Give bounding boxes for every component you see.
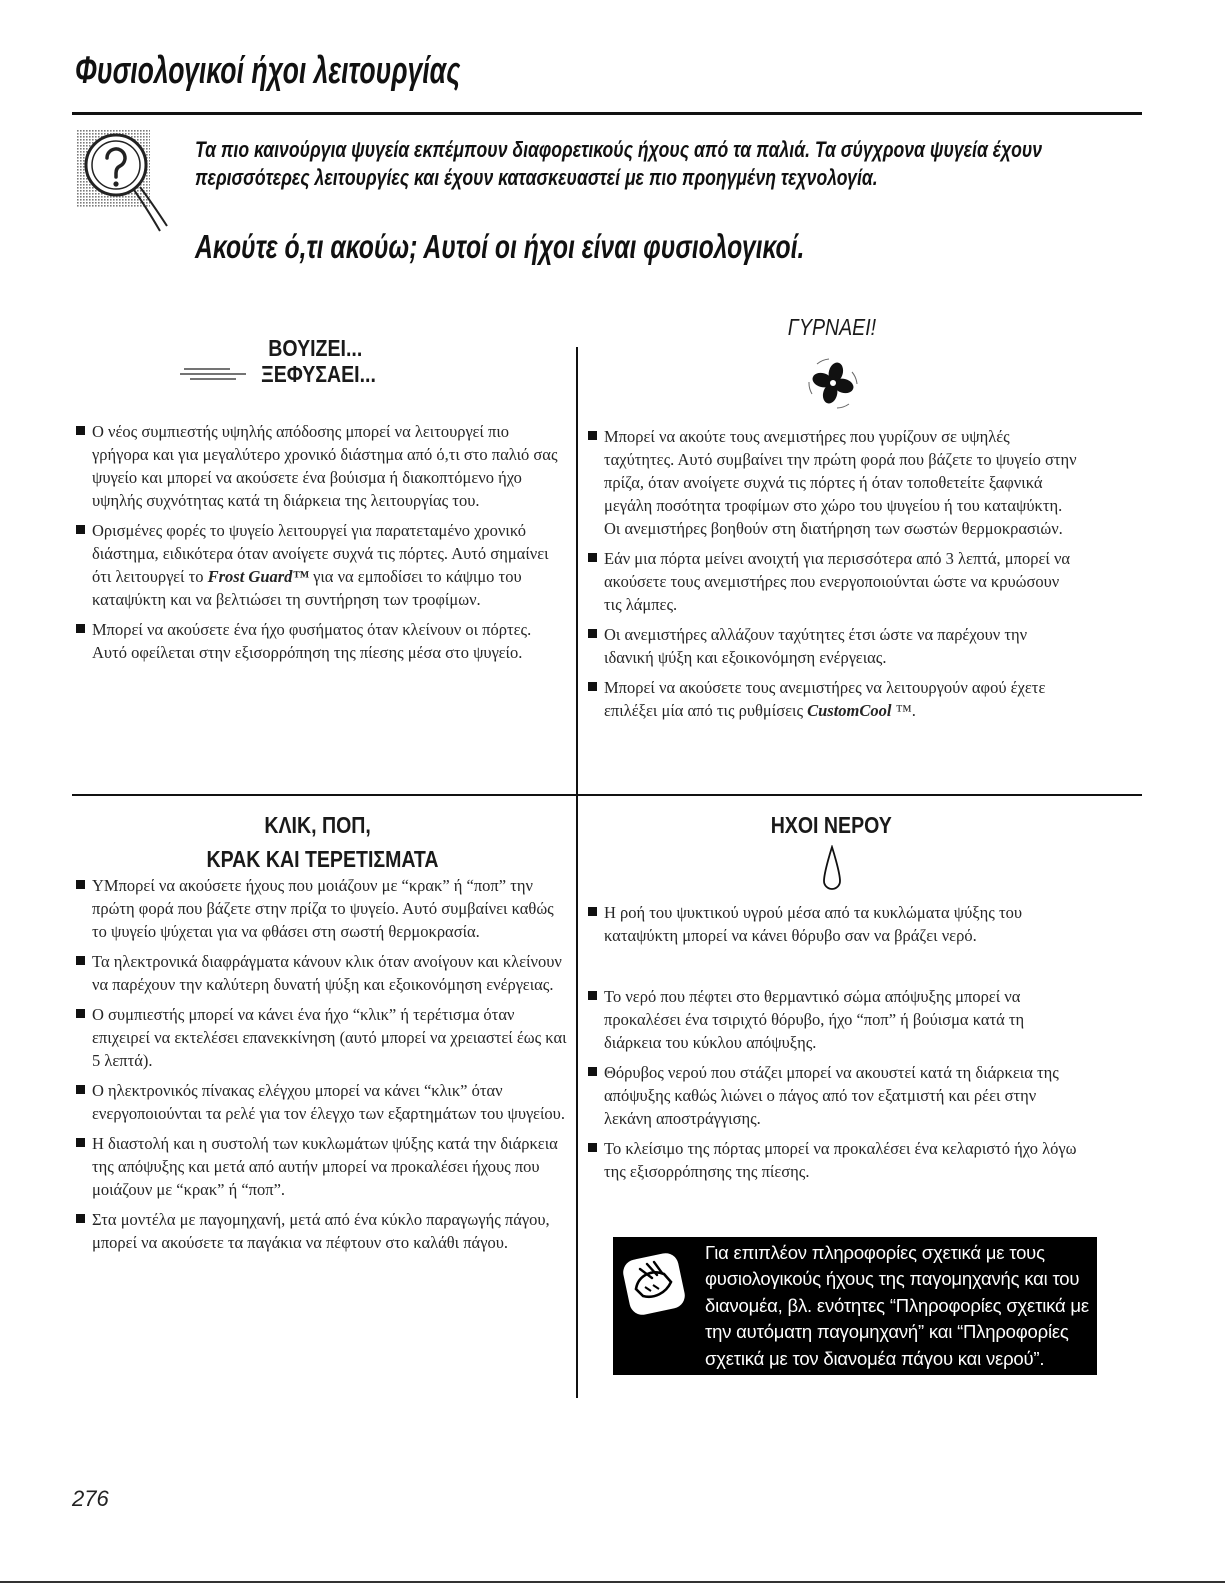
whirring-heading-text: ΓΥΡΝΑΕΙ! [787,314,877,340]
info-note-text: Για επιπλέον πληροφορίες σχετικά με τους φυσιολογικούς ήχους της παγομηχανής και του διανομέα, βλ. ενότητες “Πληροφορίες σχετικά με την αυτόματη παγομηχανή” και “Πληροφορίες σχετικά με τον διανομέα πάγου και νερού”. [705,1242,1089,1369]
bullet-item [75,519,567,611]
subtitle: Ακούτε ό,τι ακούω; Αυτοί οι ήχοι είναι φυσιολογικοί. [195,228,805,265]
water-bullet-list [587,901,1077,1190]
question-mark-dot [113,181,118,186]
bullet-item: Στα μοντέλα με παγομηχανή, μετά από ένα κύκλο παραγωγής πάγου, μπορεί να ακούσετε τα παγάκια να πέφτουν στο καλάθι πάγου. [75,1208,567,1254]
bullet-item: Ο νέος συμπιεστής υψηλής απόδοσης μπορεί να λειτουργεί πιο γρήγορα και για μεγαλύτερο χρονικό διάστημα από ό,τι στο παλιό σας ψυγείο και μπορεί να ακούσετε ένα βούισμα ή διακοπτόμενο ήχο υψηλής συχνότητας κατά τη διάρκεια της λειτουργίας του. [75,420,567,512]
bullet-item: Το κλείσιμο της πόρτας μπορεί να προκαλέσει ένα κελαριστό ήχο λόγω της εξισορρόπησης της πίεσης. [587,1137,1077,1183]
icon-tile [621,1251,687,1317]
hissing-heading-text: ΞΕΦΥΣΑΕΙ... [261,361,377,387]
crack-heading-text: ΚΡΑΚ ΚΑΙ ΤΕΡΕΤΙΣΜΑΤΑ [205,846,439,872]
bullet-text: Ορισμένες φορές το ψυγείο λειτουργεί για παρατεταμένο χρονικό διάστημα, ειδικότερα όταν ανοίγετε συχνά τις πόρτες. Αυτό σημαίνει ότι λειτουργεί το [92,521,549,586]
bullet-item: Θόρυβος νερού που στάζει μπορεί να ακουστεί κατά τη διάρκεια της απόψυξης καθώς λιώνει ο πάγος από τον εξατμιστή και ρέει στην λεκάνη αποστράγγισης. [587,1061,1077,1130]
title-underline [72,112,1142,115]
bullet-item: Ο συμπιεστής μπορεί να κάνει ένα ήχο “κλικ” ή τερέτισμα όταν επιχειρεί να εκτελέσει επανεκκίνηση (αυτό μπορεί να χρειαστεί έως και 5 λεπτά). [75,1003,567,1072]
water-heading-text: ΗΧΟΙ ΝΕΡΟΥ [770,812,892,838]
fan-icon-graphic [803,353,863,413]
question-mark-icon [74,127,170,235]
fan-hub [830,380,836,386]
whirring-bullet-list [587,425,1077,729]
bullet-item: Μπορεί να ακούσετε ένα ήχο φυσήματος όταν κλείνουν οι πόρτες. Αυτό οφείλεται στην εξισορρόπηση της πίεσης μέσα στο ψυγείο. [75,618,567,664]
row-divider [72,794,1142,796]
brand-name: CustomCool [807,701,892,720]
hissing-heading [190,360,448,388]
page-title: Φυσιολογικοί ήχοι λειτουργίας [75,50,461,92]
water-drop-icon [821,845,843,893]
ice-scoop-icon [617,1247,691,1326]
bullet-item: Η ροή του ψυκτικού υγρού μέσα από τα κυκλώματα ψύξης του καταψύκτη μπορεί να κάνει θόρυβο σαν να βράζει νερό. [587,901,1077,947]
bullet-text-after: ™. [891,701,916,720]
bullet-text: Μπορεί να ακούσετε τους ανεμιστήρες να λειτουργούν αφού έχετε επιλέξει μία από τις ρυθμίσεις [604,678,1046,720]
buzzing-bullet-list [75,420,567,671]
crack-heading [72,845,572,873]
water-drop-icon-graphic [821,845,843,893]
bullet-item: Ο ηλεκτρονικός πίνακας ελέγχου μπορεί να κάνει “κλικ” όταν ενεργοποιούνται τα ρελέ για τον έλεγχο των εξαρτημάτων του ψυγείου. [75,1079,567,1125]
fan-icon [803,353,863,413]
water-heading [580,811,1082,839]
column-divider [576,347,578,1398]
page-number: 276 [72,1486,109,1511]
buzzing-heading-text: ΒΟΥΙΖΕΙ... [268,335,362,361]
intro-text: Τα πιο καινούργια ψυγεία εκπέμπουν διαφορετικούς ήχους από τα παλιά. Τα σύγχρονα ψυγεία έχουν περισσότερες λειτουργίες και έχουν κατασκευαστεί με πιο προηγμένη τεχνολογία. [195,137,1043,190]
whirring-heading [580,313,1084,341]
clicks-heading [72,811,564,839]
bullet-item: ΥΜπορεί να ακούσετε ήχους που μοιάζουν με “κρακ” ή “ποπ” την πρώτη φορά που βάζετε στην πρίζα το ψυγείο. Αυτό συμβαίνει καθώς το ψυγείο ψύχεται για να φθάσει στη σωστή θερμοκρασία. [75,874,567,943]
buzzing-heading [72,334,558,362]
water-drop-outline [824,847,840,889]
clicks-heading-text: ΚΛΙΚ, ΠΟΠ, [264,812,372,838]
bullet-item [587,676,1077,722]
bullet-item: Η διαστολή και η συστολή των κυκλωμάτων ψύξης κατά την διάρκεια της απόψυξης και μετά από αυτήν μπορεί να προκαλέσει ήχους που μοιάζουν με “κρακ” ή “ποπ”. [75,1132,567,1201]
bullet-item: Τα ηλεκτρονικά διαφράγματα κάνουν κλικ όταν ανοίγουν και κλείνουν να παρέχουν την καλύτερη δυνατή ψύξη και εξοικονόμηση ενέργειας. [75,950,567,996]
brand-name: Frost Guard™ [207,567,309,586]
clicks-bullet-list [75,874,567,1261]
bullet-item: Εάν μια πόρτα μείνει ανοιχτή για περισσότερα από 3 λεπτά, μπορεί να ακούσετε τους ανεμιστήρες που ενεργοποιούνται ώστε να κρυώσουν τις λάμπες. [587,547,1077,616]
question-mark-icon-graphic [74,127,170,235]
ice-scoop-icon-graphic [617,1247,691,1321]
bullet-item: Το νερό που πέφτει στο θερμαντικό σώμα απόψυξης μπορεί να προκαλέσει ένα τσιριχτό θόρυβο, ήχο “ποπ” ή βούισμα κατά τη διάρκεια του κύκλου απόψυξης. [587,985,1077,1054]
info-note-box [613,1237,1097,1375]
bullet-item: Οι ανεμιστήρες αλλάζουν ταχύτητες έτσι ώστε να παρέχουν την ιδανική ψύξη και εξοικονόμηση ενέργειας. [587,623,1077,669]
bullet-text-after: για να εμποδίσει το κάψιμο του καταψύκτη και να βελτιώσει τη συντήρηση των τροφίμων. [92,567,522,609]
bullet-item: Μπορεί να ακούτε τους ανεμιστήρες που γυρίζουν σε υψηλές ταχύτητες. Αυτό συμβαίνει την πρώτη φορά που βάζετε το ψυγείο στην πρίζα, όταν ανοίγετε συχνά τις πόρτες ή όταν τοποθετείτε ξαφνικά μεγάλη ποσότητα τροφίμων στο χώρο του ψυγείου ή του καταψύκτη. Οι ανεμιστήρες βοηθούν στη διατήρηση των σωστών θερμοκρασιών. [587,425,1077,540]
page-bottom-edge [0,1581,1225,1583]
